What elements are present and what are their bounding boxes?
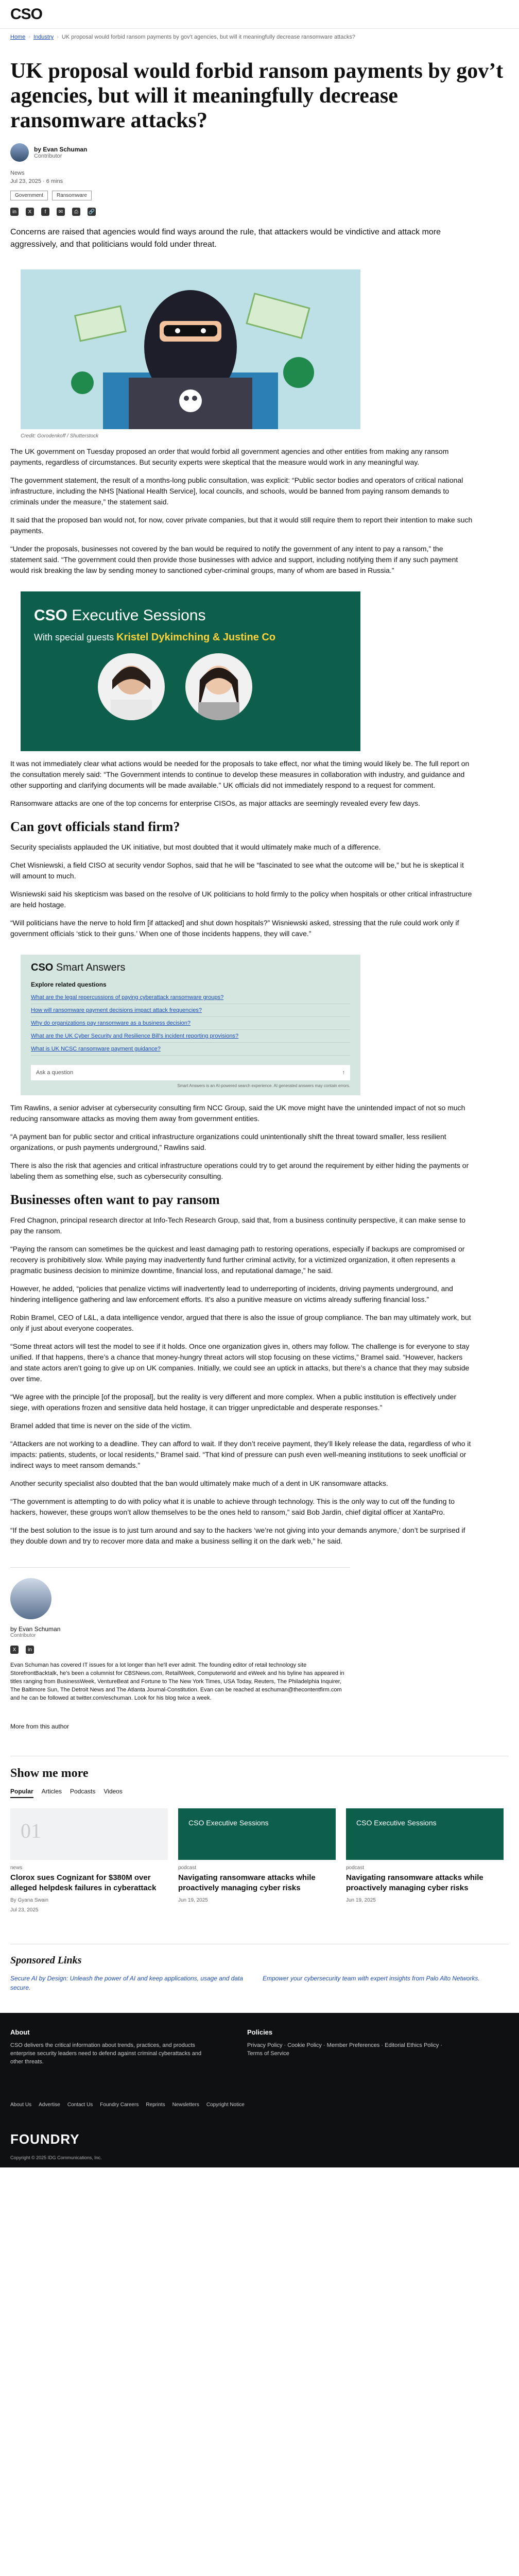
more-from-author[interactable]: More from this author bbox=[10, 1723, 70, 1730]
x-icon[interactable]: X bbox=[10, 1646, 19, 1654]
paragraph: Ransomware attacks are one of the top concerns for enterprise CISOs, as major attacks are seemingly revealed every few days. bbox=[10, 799, 421, 807]
card-category: news bbox=[10, 1865, 23, 1871]
site-header bbox=[0, 0, 519, 29]
footer-policies-text[interactable]: Privacy Policy · Cookie Policy · Member Preferences · Editorial Ethics Policy · Terms of Service bbox=[247, 2042, 443, 2057]
footer-link[interactable]: Reprints bbox=[146, 2102, 165, 2108]
smart-answers-brand bbox=[31, 962, 350, 974]
tag-ransomware[interactable]: Ransomware bbox=[52, 191, 92, 200]
content-card[interactable] bbox=[178, 1808, 336, 1913]
paragraph: “A payment ban for public sector and critical infrastructure organizations could unintentionally shift the threat toward smaller, less resilient organizations, or push payments underground,” Rawlins said. bbox=[10, 1132, 446, 1151]
linkedin-icon[interactable]: in bbox=[26, 1646, 34, 1654]
article bbox=[0, 59, 519, 1992]
breadcrumb bbox=[0, 29, 519, 45]
paragraph: “If the best solution to the issue is to just turn around and say to the hackers ‘we’re not giving into your demands anymore,’ don’t be surprised if they double down and try to recover more data and make a business selling it on the dark web,” he said. bbox=[10, 1526, 465, 1545]
paragraph: “Will politicians have the nerve to hold firm [if attacked] and shut down hospitals?” Wisniewski asked, stressing that the rule could work only if government officials ‘stick to their guns.’ When one of those incidents happens, they will cave.” bbox=[10, 919, 459, 938]
paragraph: “Paying the ransom can sometimes be the quickest and least damaging path to restoring operations, especially if backups are compromised or recovery is prohibitively slow. While paying may inadvertently fund further criminal activity, for a victimized organization, it often represents a pragmatic business decision to minimize downtime, financial loss, and reputational damage,” he said. bbox=[10, 1245, 465, 1275]
site-footer bbox=[0, 2013, 519, 2167]
tab-popular[interactable]: Popular bbox=[10, 1788, 33, 1798]
hacker-illustration-icon bbox=[21, 269, 360, 429]
footer-policies-title: Policies bbox=[247, 2028, 273, 2036]
section-heading: Can govt officials stand firm? bbox=[10, 819, 180, 834]
footer-link[interactable]: Copyright Notice bbox=[206, 2102, 245, 2108]
bio-role: Contributor bbox=[10, 1633, 36, 1638]
show-more-cards bbox=[10, 1808, 509, 1913]
x-icon[interactable]: X bbox=[26, 208, 34, 216]
paragraph: “Under the proposals, businesses not covered by the ban would be required to notify the government of any intent to pay a ransom,” the statement said. “The government could then provide those businesses with advice and support, including notifying them if any such payment would risk breaking the law by sending money to sanctioned cyber-criminal groups, many of whom are based in Russia.” bbox=[10, 545, 458, 574]
tab-articles[interactable]: Articles bbox=[41, 1788, 62, 1795]
paragraph: Fred Chagnon, principal research director at Info-Tech Research Group, said that, from a business continuity perspective, it can make sense to pay the ransom. bbox=[10, 1216, 465, 1235]
paragraph: “We agree with the principle [of the proposal], but the reality is very different and more complex. When a public institution is effectively under siege, with operations frozen and sensitive data held hostage, it can trigger unpredictable and desperate responses.” bbox=[10, 1393, 457, 1412]
paragraph: Chet Wisniewski, a field CISO at security vendor Sophos, said that he will be “fascinated to see what the outcome will be,” but he is skeptical it will amount to much. bbox=[10, 861, 464, 880]
content-card[interactable] bbox=[10, 1808, 168, 1913]
breadcrumb-home[interactable]: Home bbox=[10, 34, 26, 40]
promo-brand-b: Executive Sessions bbox=[72, 607, 206, 624]
guest-photo bbox=[185, 653, 252, 720]
promo-guests-names: Kristel Dykimching & Justine Co bbox=[116, 632, 276, 643]
linkedin-icon[interactable]: in bbox=[10, 208, 19, 216]
author-block bbox=[10, 143, 509, 162]
article-body bbox=[10, 446, 509, 576]
card-title[interactable]: Clorox sues Cognizant for $380M over alleged helpdesk failures in cyberattack bbox=[10, 1873, 157, 1892]
share-bar bbox=[10, 208, 509, 216]
footer-link[interactable]: About Us bbox=[10, 2102, 32, 2108]
card-title[interactable]: Navigating ransomware attacks while proactively managing cyber risks bbox=[346, 1873, 483, 1892]
paragraph: It was not immediately clear what actions would be needed for the proposals to take effect, nor what the timing would likely be. The full report on the consultation merely said: “The Government intends to continue to develop these measures in collaboration with industry, and guidance and other supporting and clarifying documents will be made available.” UK officials did not immediately respond to a request for comment. bbox=[10, 759, 470, 789]
footer-about-title: About bbox=[10, 2028, 30, 2036]
question-link[interactable]: How will ransomware payment decisions impact attack frequencies? bbox=[31, 1007, 202, 1013]
footer-link[interactable]: Advertise bbox=[39, 2102, 60, 2108]
tab-podcasts[interactable]: Podcasts bbox=[70, 1788, 96, 1795]
card-category: podcast bbox=[178, 1865, 197, 1871]
card-number: 01 bbox=[10, 1808, 168, 1860]
card-category: podcast bbox=[346, 1865, 365, 1871]
facebook-icon[interactable]: f bbox=[41, 208, 49, 216]
sponsored-links bbox=[10, 1944, 509, 1992]
list-item[interactable] bbox=[31, 1004, 350, 1017]
list-item[interactable] bbox=[31, 991, 350, 1004]
breadcrumb-separator: › bbox=[57, 34, 59, 40]
bio-name[interactable]: by Evan Schuman bbox=[10, 1625, 61, 1633]
paragraph: Security specialists applauded the UK initiative, but most doubted that it would ultimately make much of a difference. bbox=[10, 843, 381, 851]
footer-link[interactable]: Newsletters bbox=[172, 2102, 199, 2108]
paragraph: Wisniewski said his skepticism was based on the resolve of UK politicians to hold firmly to the policy when hospitals or other critical infrastructure are held hostage. bbox=[10, 890, 472, 909]
paragraph: Another security specialist also doubted that the ban would ultimately make much of a dent in UK ransomware attacks. bbox=[10, 1479, 388, 1487]
question-link[interactable]: What is UK NCSC ransomware payment guidance? bbox=[31, 1046, 161, 1052]
card-date: Jul 23, 2025 bbox=[10, 1907, 39, 1913]
breadcrumb-separator: › bbox=[28, 34, 31, 40]
author-avatar[interactable] bbox=[10, 143, 29, 162]
tag-list bbox=[10, 191, 509, 200]
list-item[interactable] bbox=[31, 1030, 350, 1043]
paragraph: The government statement, the result of a months-long public consultation, was explicit: “Public sector bodies and operators of critical national infrastructure, including the NHS [National Health Service], local councils, and schools, would be banned from paying ransom demands to criminals under the measure,” the statement said. bbox=[10, 476, 463, 506]
card-date: Jun 19, 2025 bbox=[346, 1897, 376, 1903]
executive-sessions-promo[interactable] bbox=[21, 591, 360, 751]
send-arrow-icon[interactable]: ↑ bbox=[342, 1070, 345, 1076]
site-logo[interactable]: CSO bbox=[10, 5, 43, 23]
smart-answers-widget bbox=[21, 955, 360, 1095]
promo-brand bbox=[34, 607, 206, 624]
promo-brand-a: CSO bbox=[34, 607, 68, 624]
author-bio bbox=[10, 1567, 350, 1702]
show-more-heading: Show me more bbox=[10, 1756, 509, 1781]
card-title[interactable]: Navigating ransomware attacks while proactively managing cyber risks bbox=[178, 1873, 316, 1892]
paragraph: Tim Rawlins, a senior adviser at cybersecurity consulting firm NCC Group, said the UK move might have the unintended impact of not so much reducing ransomware attacks as moving them away from government entities. bbox=[10, 1104, 465, 1123]
card-thumbnail: CSO Executive Sessions bbox=[178, 1808, 336, 1860]
tag-government[interactable]: Government bbox=[10, 191, 48, 200]
card-byline: By Gyana Swain bbox=[10, 1897, 48, 1903]
question-link[interactable]: What are the UK Cyber Security and Resilience Bill's incident reporting provisions? bbox=[31, 1033, 239, 1039]
explore-label: Explore related questions bbox=[31, 981, 107, 988]
paragraph: “Some threat actors will test the model to see if it holds. Once one organization gives in, others may follow. The challenge is for everyone to stay unified. If that happens, there’s a chance that money-hungry threat actors will stop focusing on these victims,” Bramel said. “However, hackers and state actors aren’t going to give up on UK companies. Initially, we could see an uptick in attacks, but there’s a chance that they may subside over time. bbox=[10, 1342, 470, 1383]
card-date: Jun 19, 2025 bbox=[178, 1897, 208, 1903]
smart-answers-brand-a: CSO bbox=[31, 962, 54, 973]
footer-about-text: CSO delivers the critical information about trends, practices, and products enterprise security leaders need to defend against criminal cyberattacks and other threats. bbox=[10, 2042, 202, 2065]
smart-answers-brand-b: Smart Answers bbox=[56, 962, 126, 973]
related-questions bbox=[31, 991, 350, 1056]
paragraph: There is also the risk that agencies and critical infrastructure operations could try to get around the requirement by either hiding the payments or labeling them as something else, such as cybersecurity consulting. bbox=[10, 1161, 469, 1180]
paragraph: “The government is attempting to do with policy what it is unable to achieve through technology. This is the only way to cut off the funding to hackers, however, these groups won’t allow themselves to be the ones held to ransom,” said Bob Jardin, chief digital officer at XantaPro. bbox=[10, 1497, 455, 1516]
bio-text: Evan Schuman has covered IT issues for a lot longer than he'll ever admit. The founding editor of retail technology site StorefrontBacktalk, he's been a columnist for CBSNews.com, RetailWeek, Computerworld and eWeek and his byline has appeared in titles ranging from BusinessWeek, VentureBeat and Fortune to The New York Times, USA Today, Reuters, The Philadelphia Inquirer, The Baltimore Sun, The Detroit News and The Atlanta Journal-Constitution. Evan can be reached at eschuman@thecontentfirm.com and he can be followed at twitter.com/eschuman. Look for his blog twice a week. bbox=[10, 1662, 344, 1701]
author-role: Contributor bbox=[34, 153, 62, 159]
breadcrumb-current: UK proposal would forbid ransom payments by gov't agencies, but will it meaningfully decrease ransomware attacks? bbox=[61, 34, 355, 40]
paragraph: It said that the proposed ban would not, for now, cover private companies, but that it would still require them to report their intention to make such payments. bbox=[10, 516, 473, 535]
article-type: News bbox=[10, 170, 25, 176]
ask-question-input[interactable] bbox=[31, 1065, 350, 1080]
foundry-logo[interactable]: FOUNDRY bbox=[10, 2131, 80, 2147]
link-icon[interactable]: 🔗 bbox=[88, 208, 96, 216]
paragraph: The UK government on Tuesday proposed an order that would forbid all government agencies and other entities from making any ransom payments, regardless of circumstances. But security experts were skeptical that the measure would work in any meaningful way. bbox=[10, 447, 449, 466]
tab-videos[interactable]: Videos bbox=[103, 1788, 123, 1795]
footer-links bbox=[10, 2102, 509, 2108]
article-body bbox=[10, 758, 509, 939]
question-link[interactable]: Why do organizations pay ransomware as a business decision? bbox=[31, 1020, 191, 1026]
sponsored-link[interactable]: Secure AI by Design: Unleash the power of AI and keep applications, usage and data secure. bbox=[10, 1975, 244, 1991]
hero-image bbox=[21, 269, 360, 429]
footer-link[interactable]: Contact Us bbox=[67, 2102, 93, 2108]
list-item[interactable] bbox=[31, 1043, 350, 1056]
list-item[interactable] bbox=[31, 1017, 350, 1030]
article-date: Jul 23, 2025 · 6 mins bbox=[10, 178, 63, 184]
guest-photo bbox=[98, 653, 165, 720]
question-link[interactable]: What are the legal repercussions of paying cyberattack ransomware groups? bbox=[31, 994, 224, 1001]
show-more-tabs bbox=[10, 1788, 509, 1798]
breadcrumb-industry[interactable]: Industry bbox=[33, 34, 54, 40]
content-card[interactable] bbox=[346, 1808, 504, 1913]
article-lede: Concerns are raised that agencies would find ways around the rule, that attackers would be vindictive and attack more aggressively, and that politicians would fold under threat. bbox=[10, 228, 441, 249]
sponsored-link[interactable]: Empower your cybersecurity team with expert insights from Palo Alto Networks. bbox=[263, 1975, 480, 1982]
hero-caption: Credit: Gorodenkoff / Shutterstock bbox=[21, 433, 99, 439]
email-icon[interactable]: ✉ bbox=[57, 208, 65, 216]
bio-avatar bbox=[10, 1578, 51, 1619]
footer-link[interactable]: Foundry Careers bbox=[100, 2102, 139, 2108]
print-icon[interactable]: ⎙ bbox=[72, 208, 80, 216]
smart-answers-disclaimer: Smart Answers is an AI-powered search experience. AI generated answers may contain errors. bbox=[177, 1083, 350, 1088]
promo-guests bbox=[34, 632, 275, 643]
article-title: UK proposal would forbid ransom payments by gov’t agencies, but will it meaningfully decrease ransomware attacks? bbox=[10, 59, 504, 132]
paragraph: Robin Bramel, CEO of L&L, a data intelligence vendor, argued that there is also the issue of group compliance. The ban may ultimately work, but only if just about everyone cooperates. bbox=[10, 1313, 471, 1332]
paragraph: “Attackers are not working to a deadline. They can afford to wait. If they don’t receive payment, they’ll likely release the data, regardless of who it impacts: patients, students, or local residents,” Bramel said. “That kind of pressure can push even well-meaning institutions to seek unofficial or indirect ways to meet ransom demands.” bbox=[10, 1439, 471, 1469]
article-body bbox=[10, 1103, 509, 1547]
section-heading: Businesses often want to pay ransom bbox=[10, 1192, 220, 1207]
article-meta bbox=[10, 169, 509, 185]
paragraph: However, he added, “policies that penalize victims will inadvertently lead to underreporting of incidents, driving payments underground, and hindering intelligence gathering and law enforcement efforts. It’s also a punitive measure on victims already suffering financial loss.” bbox=[10, 1284, 453, 1303]
paragraph: Bramel added that time is never on the side of the victim. bbox=[10, 1421, 192, 1430]
copyright: Copyright © 2025 IDG Communications, Inc. bbox=[10, 2155, 102, 2160]
promo-guests-prefix: With special guests bbox=[34, 632, 114, 642]
author-name[interactable]: by Evan Schuman bbox=[34, 146, 88, 153]
bio-social bbox=[10, 1646, 350, 1654]
sponsored-heading: Sponsored Links bbox=[10, 1955, 82, 1966]
ask-placeholder: Ask a question bbox=[36, 1070, 74, 1076]
card-thumbnail: CSO Executive Sessions bbox=[346, 1808, 504, 1860]
